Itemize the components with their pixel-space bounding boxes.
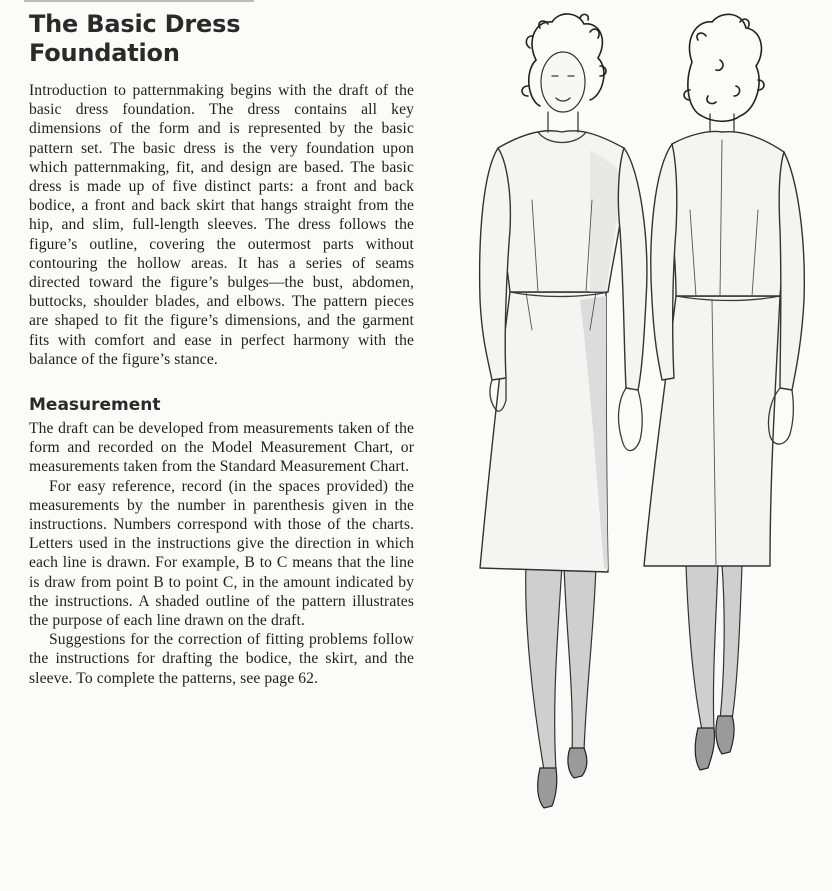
title-line-2: Foundation: [29, 39, 180, 67]
measurement-paragraph-1: The draft can be developed from measurements taken of the form and recorded on the Model Measurement Chart, or measurements taken from the Standard Measurement Chart.: [29, 420, 414, 476]
measurement-heading: Measurement: [29, 395, 161, 416]
measurement-paragraph-3: Suggestions for the correction of fitting problems follow the instructions for drafting the bodice, the skirt, and the sleeve. To complete the patterns, see page 62.: [29, 631, 414, 687]
measurement-paragraph-2: For easy reference, record (in the spaces provided) the measurements by the number in parenthesis given in the instructions. Numbers correspond with those of the charts. Letters used in the instructions give the direction in which each line is drawn. For example, B to C means that the line is draw from point B to point C, in the amount indicated by the instructions. A shaded outline of the pattern illustrates the purpose of each line drawn on the draft.: [29, 477, 414, 630]
dress-figures-svg: [440, 0, 832, 886]
back-figure: [644, 14, 804, 770]
front-figure: [480, 14, 647, 808]
dress-illustration: [440, 0, 832, 886]
page-title: [29, 10, 414, 68]
top-rule: [24, 0, 254, 2]
intro-paragraph: Introduction to patternmaking begins with the draft of the basic dress foundation. The dress contains all key dimensions of the form and is represented by the basic pattern set. The basic dress is the very foundation upon which patternmaking, fit, and design are based. The basic dress is made up of five distinct parts: a front and back bodice, a front and back skirt that hangs straight from the hip, and slim, full-length sleeves. The dress follows the figure’s outline, covering the outermost parts without contouring the hollow areas. It has a series of seams directed toward the figure’s bulges—the bust, abdomen, buttocks, shoulder blades, and elbows. The pattern pieces are shaped to fit the figure’s dimensions, and the garment fits with comfort and ease in perfect harmony with the balance of the figure’s stance.: [29, 82, 414, 368]
text-column: [29, 10, 414, 688]
title-line-1: The Basic Dress: [29, 10, 241, 38]
